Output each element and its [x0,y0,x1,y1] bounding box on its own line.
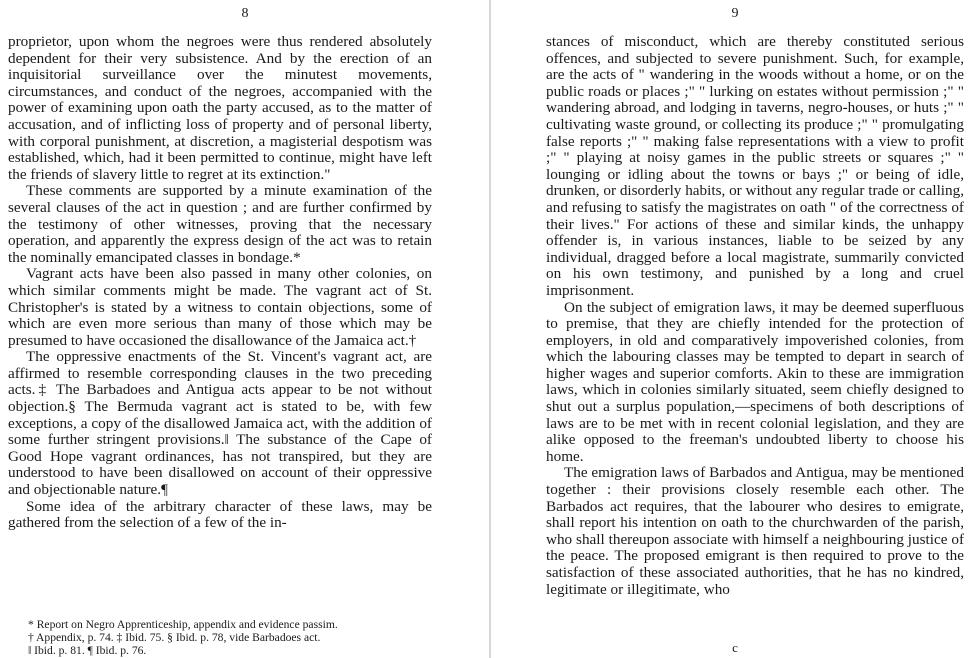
page-number: 9 [731,6,739,21]
paragraph: proprietor, upon whom the negroes were thus rendered absolutely dependent for their very subsistence. And by the erection of an inquisitorial surveillance over the minutest movements, circumstances, and conduct of the negroes, accompanied with the power of examining upon oath the party accused, as to the matter of accusation, and of inflicting loss of property and of personal liberty, with corporal punishment, at discretion, a magisterial despotism was established, which, had it been permitted to continue, might have left the friends of slavery little to regret at its extinction." [8,33,432,183]
footnotes [28,618,436,657]
signature-mark: c [732,640,738,655]
right-page [490,0,980,658]
page-number: 8 [241,6,249,21]
footnote: ‖ Ibid. p. 81. ¶ Ibid. p. 76. [28,644,147,657]
paragraph: Some idea of the arbitrary character of these laws, may be gathered from the selection of a few of the in- [8,497,432,532]
paragraph: On the subject of emigration laws, it may be deemed superfluous to premise, that they are chiefly intended for the protection of employers, in old and comparatively impoverished colonies, from which the labouring classes may be tempted to depart in search of higher wages and superior comforts. Akin to these are immigration laws, which in colonies similarly situated, seem chiefly designed to shut out a surplus population,—specimens of both descriptions of laws are to be met with in recent colonial legislation, and they are alike opposed to the freeman's undoubted liberty to choose his home. [546,298,964,465]
paragraph: These comments are supported by a minute examination of the several clauses of the act in question ; and are further confirmed by the testimony of other witnesses, proving that the necessary operation, and apparently the express design of the act was to retain the nominally emancipated classes in bondage.* [8,182,432,266]
paragraph: The emigration laws of Barbados and Antigua, may be mentioned together : their provisions closely resemble each other. The Barbados act requires, that the labourer who desires to emigrate, shall report his intention on oath to the churchwarden of the parish, who shall thereupon associate with himself a neighbouring justice of the peace. The proposed emigrant is then required to prove to the satisfaction of these associated authorities, that he has no kindred, legitimate or illegitimate, who [546,464,964,598]
paragraph: The oppressive enactments of the St. Vincent's vagrant act, are affirmed to resemble corresponding clauses in the two preceding acts.‡ The Barbadoes and Antigua acts appear to be not without objection.§ The Bermuda vagrant act is stated to be, with few exceptions, a copy of the disallowed Jamaica act, with the addition of some further stringent provisions.‖ The substance of the Cape of Good Hope vagrant ordinances, has not transpired, but they are understood to have been disallowed on account of their oppressive and objectionable nature.¶ [8,348,432,499]
paragraph: stances of misconduct, which are thereby constituted serious offences, and subjected to severe punishment. Such, for example, are the acts of " wandering in the woods without a home, or on the public roads or places ;" " lurking on estates without permission ;" " wandering abroad, and lodging in taverns, negro-houses, or huts ;" " cultivating waste ground, or collecting its produce ;" " promulgating false reports ;" " making false representations with a view to profit ;" " playing at noisy games in the public streets or squares ;" " lounging or idling about the towns or bays ;" or being of idle, drunken, or disorderly habits, or without any regular trade or calling, and refusing to satisfy the magistrates on oath " of the correctness of their lives." For actions of these and similar kinds, the unhappy offender is, in various instances, liable to be seized by any individual, dragged before a local magistrate, summarily convicted on his own testimony, and punished by a long and cruel imprisonment. [546,33,964,299]
page-body [8,34,432,532]
footnote: * Report on Negro Apprenticeship, appendix and evidence passim. [28,618,338,631]
page-body [546,34,964,598]
footnote: † Appendix, p. 74. ‡ Ibid. 75. § Ibid. p. 78, vide Barbadoes act. [28,631,321,644]
paragraph: Vagrant acts have been also passed in many other colonies, on which similar comments might be made. The vagrant act of St. Christopher's is stated by a witness to contain objections, some of which are even more serious than many of those which may be presumed to have occasioned the disallowance of the Jamaica act.† [8,265,432,349]
